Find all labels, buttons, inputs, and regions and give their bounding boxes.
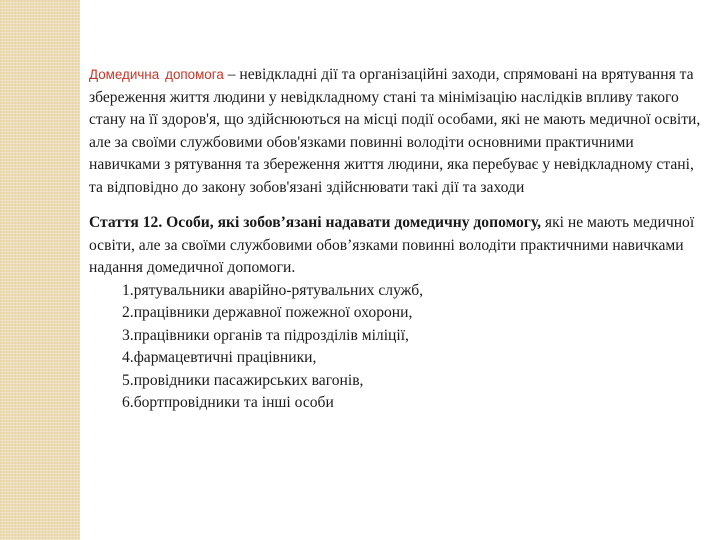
term-word-1: Домедична — [89, 67, 160, 82]
list-item: 1.рятувальники аварійно-рятувальних служб, — [122, 281, 424, 299]
list-item: 6.бортпровідники та інші особи — [122, 394, 334, 411]
article-text: які не мають медичної освіти, але за своїми службовими обов’язками повинні володіти практичними навичками надання домедичної допомоги. — [89, 214, 695, 276]
term-highlight — [89, 67, 224, 82]
definition-paragraph — [89, 64, 703, 199]
list-item: 3.працівники органів та підрозділів міліції, — [122, 326, 409, 344]
article-title: Стаття 12. Особи, які зобов’язані надавати домедичну допомогу, — [89, 214, 542, 231]
decorative-side-stripe — [0, 0, 80, 540]
term-word-2: допомога — [165, 67, 224, 82]
article-paragraph — [89, 212, 703, 280]
list-item: 5.провідники пасажирських вагонів, — [122, 371, 364, 389]
slide-content — [89, 64, 703, 415]
definition-text: невідкладні дії та організаційні заходи, спрямовані на врятування та збереження життя людини у невідкладному стані та мінімізацію наслідків впливу такого стану на її здоров'я, що здійснюються на місці події особами, які не мають медичної освіти, але за своїми службовими обов'язками повинні володіти основними практичними навичками з рятування та збереження життя людини, яка перебуває у невідкладному стані, та відповідно до закону зобов'язані здійснювати такі дії та заходи — [89, 66, 701, 196]
list-item: 4.фармацевтичні працівники, — [122, 349, 317, 366]
persons-list — [89, 280, 703, 415]
list-item: 2.працівники державної пожежної охорони, — [122, 304, 413, 321]
term-dash: – — [223, 66, 240, 83]
